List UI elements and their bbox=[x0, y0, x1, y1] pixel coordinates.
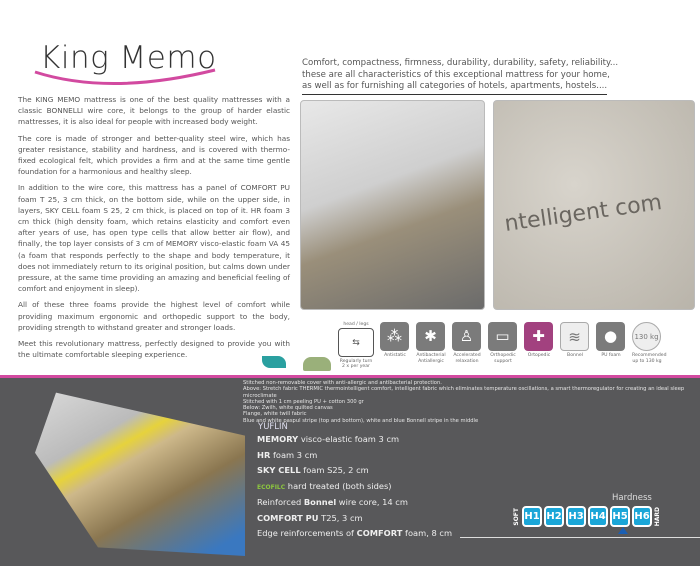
layer-name: Bonnel bbox=[303, 497, 337, 507]
product-title: King Memo bbox=[40, 40, 217, 76]
feature-pu-foam bbox=[596, 322, 626, 359]
cover-detail: Flange, white twill fabric bbox=[243, 411, 307, 418]
feature-header: head / legs bbox=[343, 322, 369, 327]
foam-icon: ● bbox=[596, 322, 625, 351]
feature-label: PU foam bbox=[601, 353, 621, 358]
feature-orthopedic-support bbox=[488, 322, 518, 364]
fabric-closeup-image bbox=[493, 100, 695, 310]
description-paragraph: The core is made of stronger and better-quality steel wire, which has greater resistance, stability and hardness, and is covered with thermo-fixed ecological felt, which provides a firm and at the same time gentle foundation for a harmonious and healthy sleep. bbox=[18, 133, 290, 177]
layer-name: MEMORY bbox=[257, 434, 299, 444]
layer-item bbox=[257, 448, 452, 464]
description bbox=[18, 94, 290, 365]
ecofilc-logo: ECOFILC bbox=[257, 483, 286, 491]
turn-icon: ⇆ bbox=[338, 328, 374, 357]
layer-item bbox=[257, 511, 452, 527]
cover-detail: Below: Zwilh, white quilted canvas bbox=[243, 405, 333, 412]
hard-label: HARD bbox=[654, 506, 661, 527]
spring-icon: ≋ bbox=[560, 322, 589, 351]
bug-icon: ✱ bbox=[416, 322, 445, 351]
layer-item bbox=[257, 495, 452, 511]
feature-label: Recommended up to 130 kg bbox=[632, 353, 667, 364]
tagline-line: Comfort, compactness, firmness, durability, durability, safety, reliability... bbox=[302, 58, 619, 68]
cover-detail: Above: Stretch fabric THERMIC thermointelligent comfort, intelligent fabric which eliminates temperature oscillations, a smart thermoregulator for creating an ideal sleep microclimate bbox=[243, 386, 685, 399]
soft-label: SOFT bbox=[513, 507, 520, 526]
layer-prefix: Reinforced bbox=[257, 497, 304, 507]
tagline-line: these are all characteristics of this exceptional mattress for your home, bbox=[302, 69, 610, 80]
hardness-title: Hardness bbox=[612, 493, 652, 503]
feature-label: Accelerated relaxation bbox=[453, 353, 481, 364]
feature-weight bbox=[632, 322, 667, 364]
divider-line bbox=[460, 537, 700, 538]
feature-icons bbox=[338, 322, 667, 370]
tencel-leaf-logo bbox=[262, 356, 286, 368]
layer-spec: wire core, 14 cm bbox=[336, 497, 408, 507]
tagline bbox=[302, 58, 692, 95]
hardness-scale bbox=[513, 506, 661, 527]
layer-item bbox=[257, 526, 452, 542]
yuflin-label: YUFLIN bbox=[258, 422, 288, 432]
layer-name: HR bbox=[257, 449, 271, 460]
hardness-level: H4 bbox=[588, 506, 608, 527]
swoosh-logo bbox=[30, 66, 220, 88]
feature-label: Ortopedic bbox=[527, 353, 551, 358]
feature-turn bbox=[338, 322, 374, 370]
feature-label: Orthopedic support bbox=[490, 353, 516, 364]
cover-detail: Stitched with 1 cm peeling PU + cotton 300 gr bbox=[243, 398, 364, 405]
layer-item bbox=[257, 479, 452, 496]
layer-name: COMFORT PU bbox=[257, 512, 319, 523]
hardness-level: H6 bbox=[632, 506, 652, 527]
layer-spec: foam, 8 cm bbox=[402, 528, 453, 538]
layer-spec: foam S25, 2 cm bbox=[300, 465, 369, 475]
fabric-text: ntelligent com bbox=[503, 190, 664, 237]
description-paragraph: Meet this revolutionary mattress, perfectly designed to provide you with the ultimate comfortable sleeping experience. bbox=[18, 339, 290, 360]
feature-label: Regularly turn 2 x per year bbox=[339, 358, 373, 369]
feature-ortopedic bbox=[524, 322, 554, 359]
orthopedic-support-icon: ▭ bbox=[488, 322, 517, 351]
cover-detail: Stitched non-removable cover with anti-allergic and antibacterial protection. bbox=[243, 380, 442, 386]
cover-details bbox=[243, 380, 700, 424]
layer-spec: visco-elastic foam 3 cm bbox=[298, 434, 400, 444]
layer-prefix: Edge reinforcements of bbox=[257, 528, 357, 538]
cross-icon: ✚ bbox=[524, 322, 553, 351]
person-icon: ♙ bbox=[452, 322, 481, 351]
description-paragraph: In addition to the wire core, this mattress has a panel of COMFORT PU foam T 25, 3 cm thick, on the bottom side, while on the upper side, in layers, SKY CELL foam S 25, 2 cm thick, is placed on top of it. HR foam 3 cm thick (high density foam, which retains elasticity and comfort even after years of use, has open type cells that allow better air flow), and finally, the top layer consists of 3 cm of MEMORY visco-elastic foam VA 45 (a foam that responds perfectly to the shape and body temperature, it does not immediately return to its original position, but calms down under pressure, at the same time providing an amazing and beneficial feeling of comfort and enjoyment in sleep). bbox=[18, 183, 290, 294]
feature-bonnel bbox=[560, 322, 590, 359]
description-paragraph: The KING MEMO mattress is one of the best quality mattresses with a classic BONNELLI wire core, it belongs to the group of harder elastic mattresses, it is also ideal for people with increased body weight. bbox=[18, 95, 290, 127]
description-paragraph: All of these three foams provide the highest level of comfort while providing maximum ergonomic and orthopedic support to the body, providing strength to withstand greater and stronger loads. bbox=[18, 300, 290, 332]
feature-label: Bonnel bbox=[567, 353, 583, 358]
antistatic-icon: ⁂ bbox=[380, 322, 409, 351]
cover-detail: Blue and white paspul stripe (top and bottom), white and blue Bonnell stripe in the middle bbox=[243, 417, 479, 424]
certification-logo bbox=[303, 357, 331, 371]
layer-name: SKY CELL bbox=[257, 465, 301, 475]
tagline-line: as well as for furnishing all categories of hotels, apartments, hostels.... bbox=[302, 81, 607, 95]
hardness-level: H2 bbox=[544, 506, 564, 527]
layer-list bbox=[257, 432, 452, 542]
feature-relaxation bbox=[452, 322, 482, 364]
feature-label: Antibacterial Antiallergic bbox=[416, 353, 446, 364]
hardness-indicator-arrow-icon bbox=[618, 527, 628, 534]
layer-item bbox=[257, 432, 452, 448]
mattress-cross-section-image bbox=[300, 100, 485, 310]
layer-spec: foam 3 cm bbox=[270, 449, 318, 460]
feature-label: Antistatic bbox=[384, 353, 406, 358]
feature-antibacterial bbox=[416, 322, 446, 364]
layer-item bbox=[257, 463, 452, 479]
feature-antistatic bbox=[380, 322, 410, 359]
layer-spec: hard treated (both sides) bbox=[285, 480, 392, 491]
weight-icon: 130 kg bbox=[632, 322, 661, 351]
layer-name: COMFORT bbox=[356, 528, 403, 538]
layer-spec: T25, 3 cm bbox=[318, 512, 363, 523]
hardness-level: H1 bbox=[522, 506, 542, 527]
hardness-level-selected: H5 bbox=[610, 506, 630, 527]
hardness-level: H3 bbox=[566, 506, 586, 527]
